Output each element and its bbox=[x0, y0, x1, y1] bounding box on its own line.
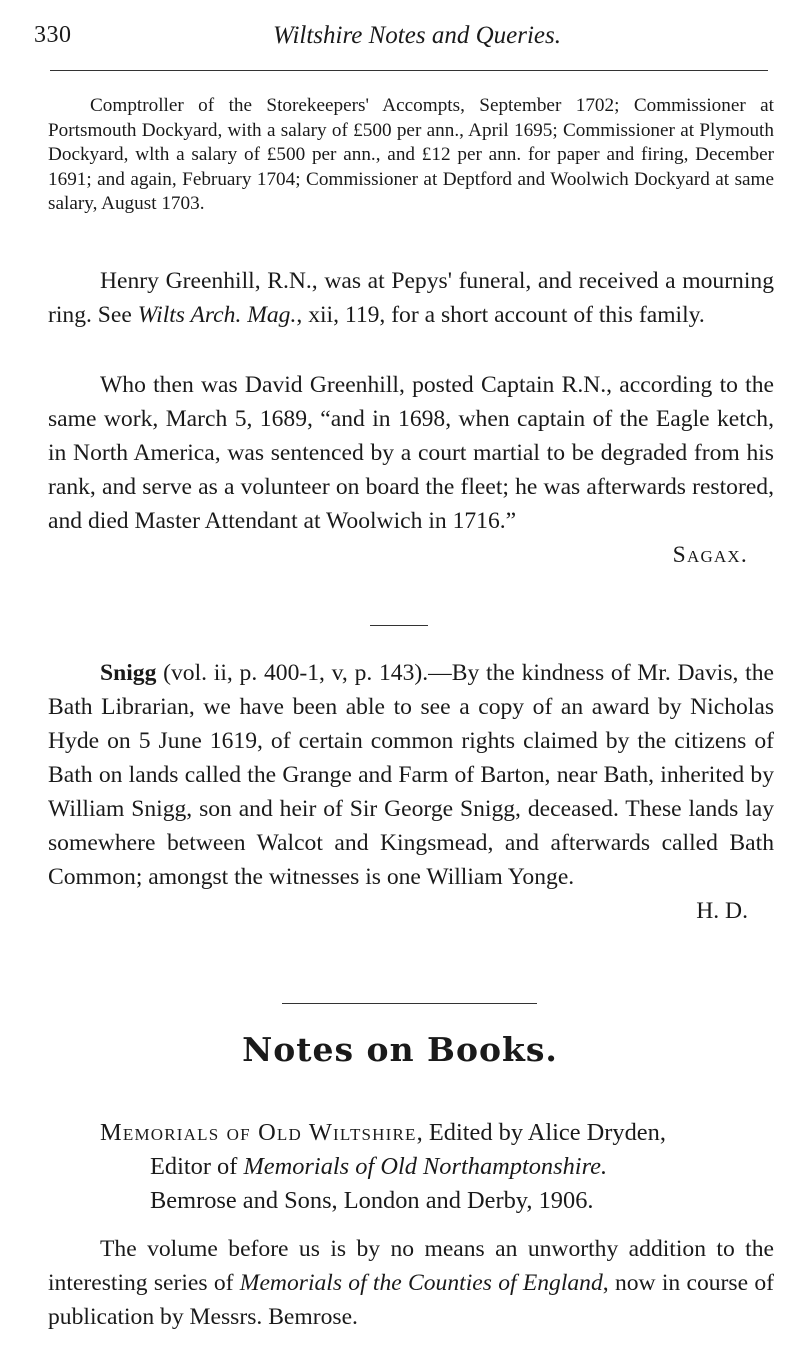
book-editor-line bbox=[48, 1150, 774, 1184]
book-editor-work: Memorials of Old Northamptonshire. bbox=[243, 1153, 608, 1180]
page-header bbox=[34, 18, 770, 52]
henry-citation: Wilts Arch. Mag. bbox=[137, 302, 297, 328]
who-paragraph: Who then was David Greenhill, posted Captain R.N., according to the same work, March 5, 1689, “and in 1698, when captain of the Eagle ketch, in North America, was sentenced by a court martial to be degraded from his rank, and serve as a volunteer on board the fleet; he was afterwards restored, and died Master Attendant at Woolwich in 1716.” bbox=[48, 372, 774, 534]
snigg-signature-line bbox=[48, 894, 774, 928]
signature-sagax: Sagax. bbox=[672, 542, 748, 568]
running-title: Wiltshire Notes and Queries. bbox=[273, 22, 561, 49]
snigg-section bbox=[48, 656, 774, 928]
henry-text-2: , xii, 119, for a short account of this family. bbox=[296, 302, 705, 328]
volume-text-2: , now in course of publication by Messrs. Bemrose. bbox=[48, 1270, 774, 1330]
snigg-lead: Snigg bbox=[100, 660, 157, 686]
book-title-suffix: , Edited by Alice Dryden, bbox=[416, 1119, 666, 1146]
note-small-paragraph: Comptroller of the Storekeepers' Accompts, September 1702; Commissioner at Portsmouth Dockyard, with a salary of £500 per ann., April 1695; Commissioner at Plymouth Dockyard, wlth a salary of £500 per ann., and £12 per ann. for paper and firing, December 1691; and again, February 1704; Commissioner at Deptford and Woolwich Dockyard at same salary, August 1703. bbox=[48, 95, 774, 215]
snigg-paragraph bbox=[48, 656, 774, 894]
who-section bbox=[48, 368, 774, 572]
henry-paragraph bbox=[48, 264, 774, 332]
book-title-line bbox=[48, 1116, 774, 1150]
page-number: 330 bbox=[34, 22, 72, 48]
volume-series: Memorials of the Counties of England bbox=[239, 1270, 603, 1296]
book-title: Memorials of Old Wiltshire bbox=[100, 1119, 417, 1146]
who-signature-line bbox=[48, 538, 774, 572]
book-entry bbox=[48, 1116, 774, 1218]
henry-text-1: Henry Greenhill, R.N., was at Pepys' funeral, and received a mourning ring. See bbox=[48, 268, 774, 328]
section-divider bbox=[370, 625, 428, 626]
section-divider-long bbox=[282, 1003, 537, 1004]
signature-hd: H. D. bbox=[696, 898, 748, 924]
book-publisher-line: Bemrose and Sons, London and Derby, 1906. bbox=[150, 1187, 594, 1214]
section-heading-notes-on-books: Notes on Books. bbox=[242, 1030, 558, 1069]
book-editor-of: Editor of bbox=[150, 1153, 244, 1180]
snigg-text: (vol. ii, p. 400-1, v, p. 143).—By the kindness of Mr. Davis, the Bath Librarian, we have been able to see a copy of an award by Nicholas Hyde on 5 June 1619, of certain common rights claimed by the citizens of Bath on lands called the Grange and Farm of Barton, near Bath, inherited by William Snigg, son and heir of Sir George Snigg, deceased. These lands lay somewhere between Walcot and Kingsmead, and afterwards called Bath Common; amongst the witnesses is one William Yonge. bbox=[48, 660, 774, 890]
volume-paragraph bbox=[48, 1232, 774, 1334]
volume-text-1: The volume before us is by no means an unworthy addition to the interesting series of bbox=[48, 1236, 774, 1296]
header-rule bbox=[50, 70, 768, 71]
